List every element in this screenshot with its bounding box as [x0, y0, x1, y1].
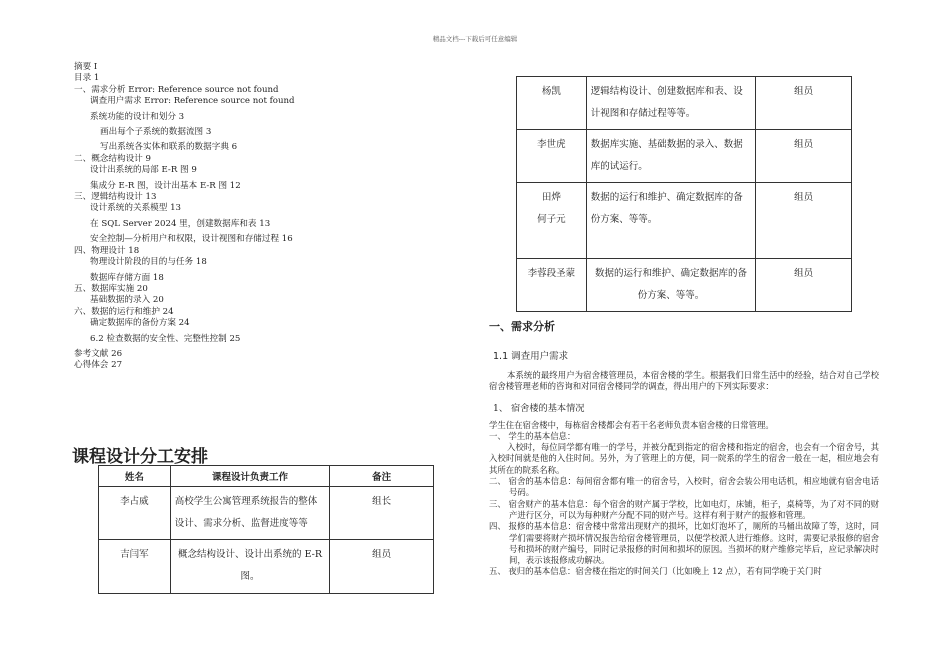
body-paragraph: 三、 宿舍财产的基本信息：每个宿舍的财产属于学校，比如电灯，床铺，柜子，桌椅等，为了对不同的财产进行区分，可以为每种财产分配不同的财产号。这样有利于财产的报修和管理。	[489, 498, 879, 520]
table-row	[517, 130, 852, 183]
body-paragraph: 入校时，每位同学都有唯一的学号，并被分配到指定的宿舍楼和指定的宿舍，也会有一个宿舍号，其入校时间就是他的入住时间。另外，为了管理上的方便，同一院系的学生的宿舍一般在一起，相应地会有其所在的院系名称。	[489, 442, 879, 475]
member-work: 数据库实施、基础数据的录入、数据库的试运行。	[586, 130, 755, 183]
member-name: 李世虎	[517, 130, 587, 183]
table-row	[517, 77, 852, 130]
table-row	[99, 540, 434, 594]
body-paragraph: 学生住在宿舍楼中，每栋宿舍楼都会有若干名老师负责本宿舍楼的日常管理。	[489, 419, 774, 430]
toc-entry[interactable]: 三、逻辑结构设计 13	[74, 192, 157, 203]
table-header-row	[99, 466, 434, 487]
work-assignment-table-left	[98, 465, 434, 594]
page-header-note: 精品文档---下载后可任意编辑	[432, 35, 518, 43]
table-row	[517, 183, 852, 259]
requirements-section	[489, 318, 879, 578]
member-name: 杨凯	[517, 77, 587, 130]
toc-entry[interactable]: 数据库存储方面 18	[90, 272, 164, 283]
member-note: 组员	[756, 259, 852, 312]
member-work: 高校学生公寓管理系统报告的整体设计、需求分析、监督进度等等	[170, 487, 330, 540]
toc-entry[interactable]: 五、数据库实施 20	[74, 283, 148, 294]
toc-entry[interactable]: 在 SQL Server 2024 里，创建数据库和表 13	[90, 218, 271, 229]
member-work: 逻辑结构设计、创建数据库和表、设计视图和存储过程等等。	[586, 77, 755, 130]
body-paragraph: 二、 宿舍的基本信息：每间宿舍都有唯一的宿舍号，入校时，宿舍会装公用电话机，相应地就有宿舍电话号码。	[489, 476, 879, 498]
body-paragraph: 五、 夜归的基本信息：宿舍楼在指定的时间关门（比如晚上 12 点），若有同学晚于关门时	[489, 566, 822, 577]
toc-entry[interactable]: 参考文献 26	[74, 348, 123, 359]
toc-entry[interactable]: 物理设计阶段的目的与任务 18	[90, 257, 207, 268]
toc-entry[interactable]: 基础数据的录入 20	[90, 295, 164, 306]
header-note: 备注	[330, 466, 434, 487]
member-work: 数据的运行和维护、确定数据库的备份方案、等等。	[586, 259, 755, 312]
member-name: 吉闫军	[99, 540, 171, 594]
toc-entry[interactable]: 六、数据的运行和维护 24	[74, 306, 174, 317]
member-name: 李蓉段圣蒙	[517, 259, 587, 312]
header-work: 课程设计负责工作	[170, 466, 330, 487]
toc-entry[interactable]: 画出每个子系统的数据流图 3	[100, 127, 212, 138]
member-note: 组长	[330, 487, 434, 540]
toc-entry[interactable]: 设计系统的关系模型 13	[90, 203, 182, 214]
heading-dorm-basics: 1、 宿舍楼的基本情况	[493, 402, 585, 414]
header-name: 姓名	[99, 466, 171, 487]
toc-entry[interactable]: 系统功能的设计和划分 3	[90, 111, 185, 122]
intro-paragraph: 本系统的最终用户为宿舍楼管理员，本宿舍楼的学生。根据我们日常生活中的经验，结合对自己学校宿舍楼管理老师的咨询和对同宿舍楼同学的调查，得出用户的下列实际要求：	[489, 370, 879, 392]
toc-entry[interactable]: 目录 1	[74, 73, 100, 84]
course-title: 课程设计分工安排	[72, 447, 208, 467]
subsection-title: 1.1 调查用户需求	[493, 351, 569, 362]
member-name: 李占威	[99, 487, 171, 540]
toc-entry[interactable]: 摘要 I	[74, 62, 98, 72]
member-work: 概念结构设计、设计出系统的 E-R 图。	[170, 540, 330, 594]
toc-entry[interactable]: 写出系统各实体和联系的数据字典 6	[100, 142, 238, 153]
toc-entry[interactable]: 一、需求分析 Error: Reference source not found	[74, 84, 279, 95]
body-paragraph: 四、 报修的基本信息：宿舍楼中常常出现财产的损坏，比如灯泡坏了，厕所的马桶出故障了等，这时，同学们需要将财产损坏情况报告给宿舍楼管理员，以便学校派人进行维修。这时，需要记录报修的宿舍号和损坏的财产编号，同时记录报修的时间和损坏的原因。当损坏的财产维修完毕后，应记录解决时间，表示该报修成功解决。	[489, 521, 879, 566]
toc-entry[interactable]: 6.2 检查数据的安全性、完整性控制 25	[90, 333, 241, 344]
body-paragraph: 一、 学生的基本信息：	[489, 430, 576, 441]
member-note: 组员	[756, 130, 852, 183]
table-row	[517, 259, 852, 312]
table-row	[99, 487, 434, 540]
body-text	[489, 420, 879, 578]
section-title: 一、需求分析	[489, 320, 555, 333]
toc-entry[interactable]: 集成分 E-R 图，设计出基本 E-R 图 12	[90, 180, 241, 191]
toc-entry[interactable]: 确定数据库的备份方案 24	[90, 318, 190, 329]
member-work: 数据的运行和维护、确定数据库的备份方案、等等。	[586, 183, 755, 259]
toc-entry[interactable]: 四、物理设计 18	[74, 245, 140, 256]
toc-entry[interactable]: 设计出系统的局部 E-R 图 9	[90, 165, 197, 176]
toc-entry[interactable]: 心得体会 27	[74, 360, 123, 371]
member-note: 组员	[756, 77, 852, 130]
member-note: 组员	[330, 540, 434, 594]
work-assignment-table-right	[516, 76, 852, 312]
member-note: 组员	[756, 183, 852, 259]
toc-entry[interactable]: 调查用户需求 Error: Reference source not found	[90, 96, 295, 107]
member-name: 田烨 何子元	[517, 183, 587, 259]
toc-entry[interactable]: 二、概念结构设计 9	[74, 153, 151, 164]
toc-entry[interactable]: 安全控制—分析用户和权限，设计视图和存储过程 16	[90, 234, 293, 245]
table-of-contents	[74, 62, 434, 372]
